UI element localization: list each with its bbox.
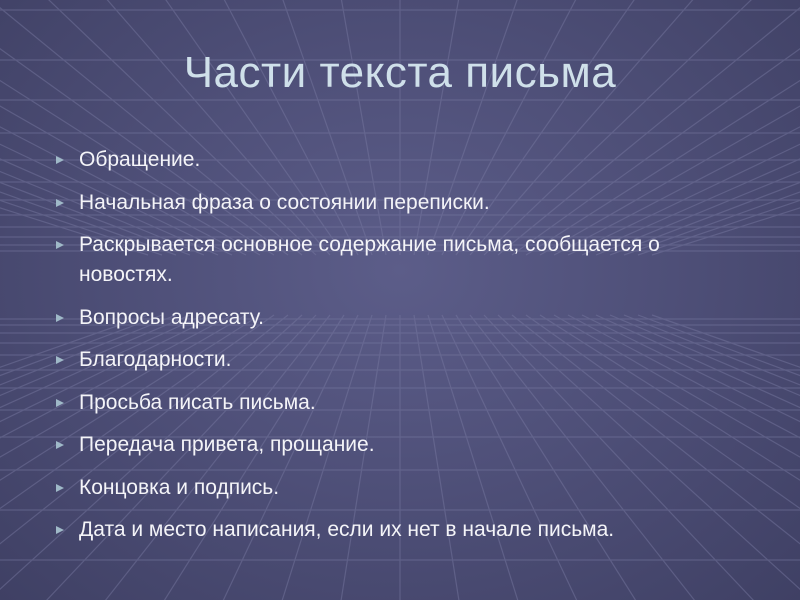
bullet-text: Передача привета, прощание. bbox=[79, 433, 375, 456]
bullet-text: Благодарности. bbox=[79, 348, 232, 371]
bullet-item bbox=[55, 345, 755, 375]
bullet-item bbox=[55, 388, 755, 418]
bullet-item bbox=[55, 430, 755, 460]
triangle-bullet-icon bbox=[56, 526, 64, 534]
bullet-text: Обращение. bbox=[79, 148, 201, 171]
bullet-item bbox=[55, 473, 755, 503]
triangle-bullet-icon bbox=[56, 441, 64, 449]
bullet-item bbox=[55, 515, 755, 545]
triangle-bullet-icon bbox=[56, 356, 64, 364]
triangle-bullet-icon bbox=[56, 314, 64, 322]
triangle-bullet-icon bbox=[56, 241, 64, 249]
bullet-item bbox=[55, 303, 755, 333]
bullet-item bbox=[55, 230, 755, 290]
bullet-text: Концовка и подпись. bbox=[79, 475, 280, 499]
bullet-text: Вопросы адресату. bbox=[79, 305, 264, 329]
bullet-text: Начальная фраза о состоянии переписки. bbox=[79, 190, 490, 214]
triangle-bullet-icon bbox=[56, 484, 64, 492]
bullet-text: Просьба писать письма. bbox=[79, 390, 316, 414]
bullet-item bbox=[55, 145, 755, 175]
bullet-list bbox=[55, 145, 755, 558]
slide-title: Части текста письма bbox=[183, 48, 617, 97]
bullet-text: Дата и место написания, если их нет в начале письма. bbox=[79, 518, 615, 541]
triangle-bullet-icon bbox=[56, 199, 64, 207]
triangle-bullet-icon bbox=[56, 156, 64, 164]
bullet-item bbox=[55, 188, 755, 218]
triangle-bullet-icon bbox=[56, 399, 64, 407]
bullet-text: Раскрывается основное содержание письма, сообщается о новостях. bbox=[79, 233, 660, 286]
